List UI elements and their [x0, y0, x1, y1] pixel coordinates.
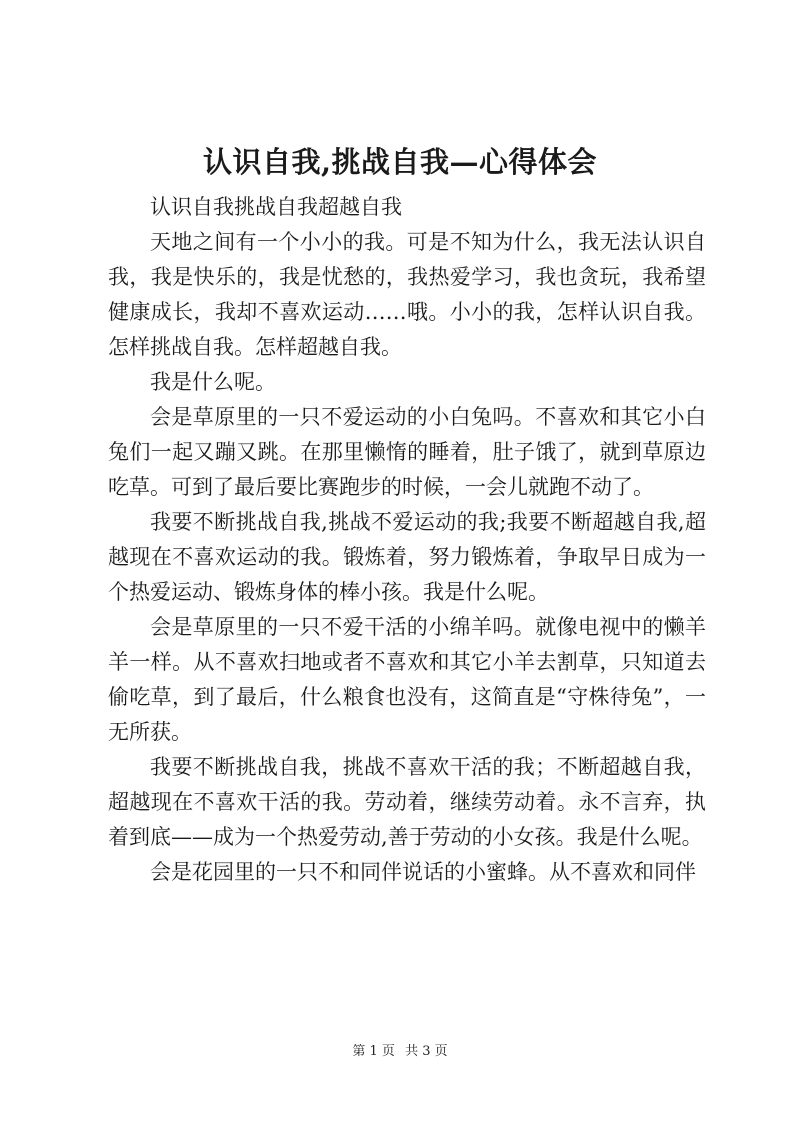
page-number: 第 1 页 — [352, 1044, 395, 1059]
paragraph: 会是草原里的一只不爱干活的小绵羊吗。就像电视中的懒羊羊一样。从不喜欢扫地或者不喜欢和其它小羊去割草，只知道去偷吃草，到了最后，什么粮食也没有，这简直是“守株待兔”，一无所获。 — [108, 615, 706, 744]
paragraph-subtitle: 认识自我挑战自我超越自我 — [150, 195, 402, 219]
paragraph: 我要不断挑战自我,挑战不爱运动的我;我要不断超越自我,超越现在不喜欢运动的我。锻炼着，努力锻炼着，争取早日成为一个热爱运动、锻炼身体的棒小孩。我是什么呢。 — [108, 510, 706, 604]
paragraph: 会是花园里的一只不和同伴说话的小蜜蜂。从不喜欢和同伴 — [150, 860, 696, 884]
document-body — [108, 190, 706, 890]
paragraph: 我要不断挑战自我，挑战不喜欢干活的我；不断超越自我，超越现在不喜欢干活的我。劳动着，继续劳动着。永不言弃，执着到底——成为一个热爱劳动,善于劳动的小女孩。我是什么呢。 — [108, 755, 706, 849]
paragraph: 会是草原里的一只不爱运动的小白兔吗。不喜欢和其它小白兔们一起又蹦又跳。在那里懒惰的睡着，肚子饿了，就到草原边吃草。可到了最后要比赛跑步的时候，一会儿就跑不动了。 — [108, 405, 706, 499]
document-title: 认识自我,挑战自我—心得体会 — [202, 145, 598, 179]
paragraph: 我是什么呢。 — [150, 370, 276, 394]
page-total: 共 3 页 — [405, 1044, 448, 1059]
paragraph: 天地之间有一个小小的我。可是不知为什么，我无法认识自我，我是快乐的，我是忧愁的，我热爱学习，我也贪玩，我希望健康成长，我却不喜欢运动……哦。小小的我，怎样认识自我。怎样挑战自我。怎样超越自我。 — [108, 230, 706, 359]
page-footer — [0, 1042, 800, 1062]
